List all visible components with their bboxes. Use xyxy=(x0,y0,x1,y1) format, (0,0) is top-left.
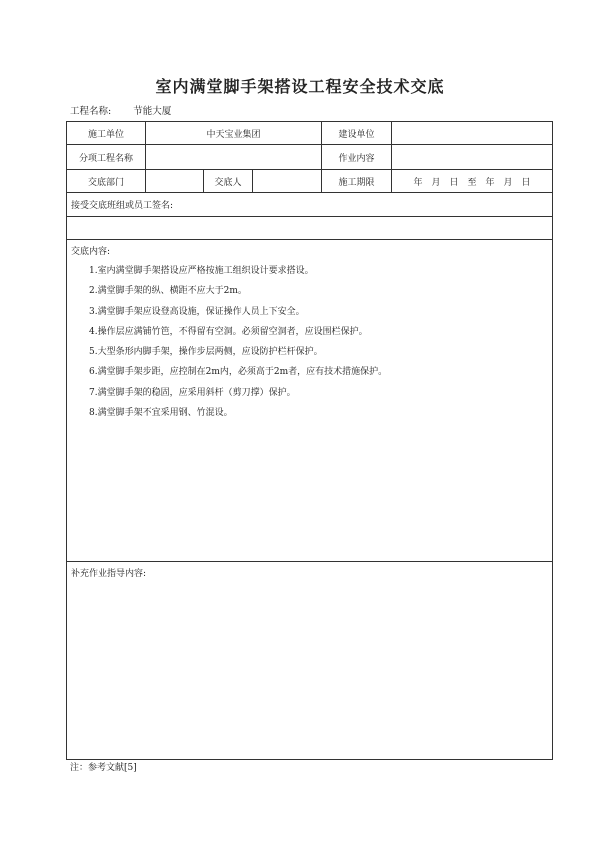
form-row-units xyxy=(67,122,553,145)
owner-unit-value[interactable] xyxy=(392,122,553,145)
subproject-label: 分项工程名称 xyxy=(67,145,146,170)
project-name-value: 节能大厦 xyxy=(133,106,172,117)
period-label: 施工期限 xyxy=(322,170,392,193)
department-label: 交底部门 xyxy=(67,170,146,193)
disclosure-content-cell xyxy=(67,240,553,562)
project-name-line xyxy=(70,103,171,117)
form-row-supplement xyxy=(67,562,553,760)
supplement-content-cell[interactable] xyxy=(67,562,553,760)
disclosure-items xyxy=(89,261,548,423)
owner-unit-label: 建设单位 xyxy=(322,122,392,145)
disclosure-item: 1.室内满堂脚手架搭设应严格按施工组织设计要求搭设。 xyxy=(89,266,314,276)
disclosure-item: 3.满堂脚手架应设登高设施，保证操作人员上下安全。 xyxy=(89,306,305,317)
receiver-sign-area[interactable] xyxy=(67,217,553,240)
disclosure-item: 7.满堂脚手架的稳固，应采用斜杆（剪刀撑）保护。 xyxy=(89,387,296,398)
work-content-value[interactable] xyxy=(392,145,553,170)
construction-unit-value: 中天宝业集团 xyxy=(146,122,322,145)
form-row-receiver-sign xyxy=(67,193,553,217)
form-row-receiver-sign-area xyxy=(67,217,553,240)
disclosure-label: 交底内容: xyxy=(71,247,111,257)
work-content-label: 作业内容 xyxy=(322,145,392,170)
disclosure-item: 4.操作层应满铺竹笆，不得留有空洞。必须留空洞者，应设围栏保护。 xyxy=(89,326,368,337)
disclosure-item: 5.大型条形内脚手架，操作步层两侧，应设防护栏杆保护。 xyxy=(89,347,323,358)
department-value[interactable] xyxy=(146,170,204,193)
discloser-value[interactable] xyxy=(253,170,322,193)
disclosure-item: 8.满堂脚手架不宜采用钢、竹混设。 xyxy=(89,408,233,419)
subproject-value[interactable] xyxy=(146,145,322,170)
disclosure-form-table xyxy=(66,121,553,760)
disclosure-item: 2.满堂脚手架的纵、横距不应大于2m。 xyxy=(89,286,247,297)
form-row-department xyxy=(67,170,553,193)
disclosure-item: 6.满堂脚手架步距，应控制在2m内，必须高于2m者，应有技术措施保护。 xyxy=(89,367,388,378)
footer-note: 注：参考文献[5] xyxy=(70,763,137,773)
form-row-subproject xyxy=(67,145,553,170)
construction-unit-label: 施工单位 xyxy=(67,122,146,145)
supplement-label: 补充作业指导内容: xyxy=(71,569,147,579)
receiver-sign-label: 接受交底班组或员工签名: xyxy=(67,193,553,217)
period-value[interactable]: 年 月 日 至 年 月 日 xyxy=(392,170,553,193)
project-name-label: 工程名称: xyxy=(70,106,112,117)
form-row-disclosure xyxy=(67,240,553,562)
discloser-label: 交底人 xyxy=(204,170,253,193)
document-title: 室内满堂脚手架搭设工程安全技术交底 xyxy=(155,77,445,96)
